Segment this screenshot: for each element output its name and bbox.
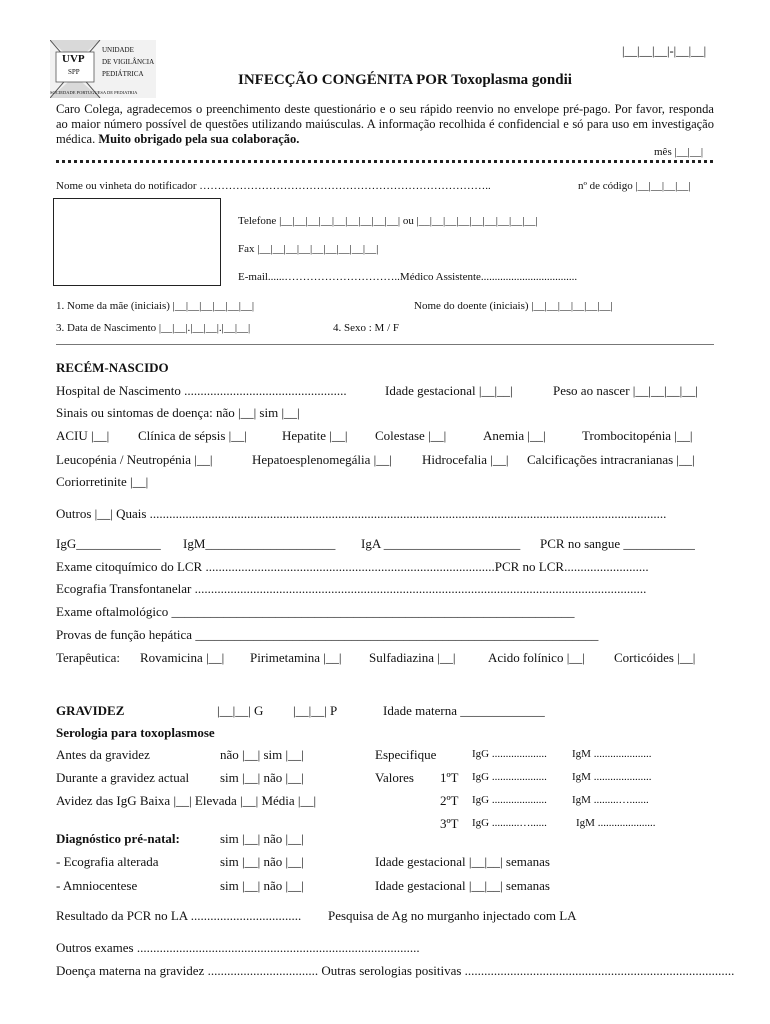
sign-chorioretinitis[interactable]: Coriorretinite |__| — [56, 474, 149, 489]
therapy-rovamycin[interactable]: Rovamicina |__| — [140, 650, 225, 665]
sign-sepsis[interactable]: Clínica de sépsis |__| — [138, 428, 247, 443]
gestational-age[interactable]: Idade gestacional |__|__| — [385, 383, 513, 398]
eye-exam-field[interactable]: Exame oftalmológico ______________________________________________________________ — [56, 604, 575, 619]
igg-field[interactable]: IgG_____________ — [56, 536, 161, 551]
before-pregnancy-options[interactable]: não |__| sim |__| — [220, 747, 304, 762]
igm-t1[interactable]: IgM ..................... — [572, 771, 652, 783]
specify-label: Especifique — [375, 747, 437, 762]
sign-cholestasis[interactable]: Colestase |__| — [375, 428, 447, 443]
igm-t2[interactable]: IgM .........…....... — [572, 794, 649, 806]
igm-specify[interactable]: IgM ..................... — [572, 748, 652, 760]
page-title: INFECÇÃO CONGÉNITA POR Toxoplasma gondii — [238, 72, 572, 88]
birth-weight[interactable]: Peso ao nascer |__|__|__|__| — [553, 383, 698, 398]
gravida-field[interactable]: |__|__| G — [217, 703, 264, 718]
notifier-code[interactable]: nº de código |__|__|__|__| — [578, 180, 691, 192]
code-field[interactable]: |__|__|__|-|__|__| — [622, 44, 707, 58]
intro-body: Caro Colega, agradecemos o preenchimento deste questionário e o seu rápido reenvio no envelope pré-pago. Por favor, responda ao maior número possível de questões utilizando maiúsculas. A informação recolhida é confidencial e só para uso em investigação médica. — [56, 102, 714, 146]
therapy-corticoids[interactable]: Corticóides |__| — [614, 650, 696, 665]
pcr-la-field[interactable]: Resultado da PCR no LA .................................. — [56, 908, 302, 923]
amniocentesis-options[interactable]: sim |__| não |__| — [220, 878, 304, 893]
igg-t1[interactable]: IgG .................... — [472, 771, 547, 783]
liver-tests-field[interactable]: Provas de função hepática ______________________________________________________________ — [56, 627, 599, 642]
disease-signs[interactable]: Sinais ou sintomas de doença: não |__| sim |__| — [56, 405, 300, 420]
month-field[interactable]: mês |__|__| — [654, 146, 704, 158]
during-pregnancy-label: Durante a gravidez actual — [56, 770, 190, 785]
sign-calcifications[interactable]: Calcificações intracranianas |__| — [527, 452, 695, 467]
notifier-stamp-box[interactable] — [53, 198, 221, 286]
other-exams-field[interactable]: Outros exames ....................................................................................... — [56, 940, 420, 955]
mother-initials[interactable]: 1. Nome da mãe (iniciais) |__|__|__|__|__|__| — [56, 300, 255, 312]
lcr-field[interactable]: Exame citoquímico do LCR .........................................................................................PCR no LCR.......................... — [56, 559, 649, 574]
sign-hydrocephalus[interactable]: Hidrocefalia |__| — [422, 452, 509, 467]
notifier-name[interactable]: Nome ou vinheta do notificador …………………………………………………………………….. — [56, 180, 491, 192]
igg-t2[interactable]: IgG .................... — [472, 794, 547, 806]
avidity-options[interactable]: Avidez das IgG Baixa |__| Elevada |__| Média |__| — [56, 793, 317, 808]
logo-name-2: DE VIGILÂNCIA — [102, 58, 155, 66]
during-pregnancy-options[interactable]: sim |__| não |__| — [220, 770, 304, 785]
section-divider — [56, 344, 714, 345]
igm-field[interactable]: IgM____________________ — [183, 536, 336, 551]
ultrasound-altered-label: - Ecografia alterada — [56, 854, 159, 869]
trimester-1-label: 1ºT — [440, 770, 459, 785]
therapy-pyrimethamine[interactable]: Pirimetamina |__| — [250, 650, 342, 665]
trimester-3-label: 3ºT — [440, 816, 459, 831]
phone-field[interactable]: Telefone |__|__|__|__|__|__|__|__|__| ou |__|__|__|__|__|__|__|__|__| — [238, 215, 538, 227]
pcr-blood-field[interactable]: PCR no sangue ___________ — [540, 536, 695, 551]
sign-thrombocytopenia[interactable]: Trombocitopénia |__| — [582, 428, 693, 443]
other-signs[interactable]: Outros |__| Quais ............................................................................................................................................................... — [56, 506, 667, 521]
therapy-sulfadiazine[interactable]: Sulfadiazina |__| — [369, 650, 456, 665]
sign-hepatosplenomegaly[interactable]: Hepatoesplenomegália |__| — [252, 452, 392, 467]
birth-hospital[interactable]: Hospital de Nascimento .................................................. — [56, 383, 347, 398]
dotted-divider — [56, 160, 713, 163]
logo-sub: SPP — [68, 68, 80, 76]
igg-specify[interactable]: IgG .................... — [472, 748, 547, 760]
mouse-ag-label: Pesquisa de Ag no murganho injectado com LA — [328, 908, 577, 923]
email-field[interactable]: E-mail......…………………………..Médico Assistente................................... — [238, 271, 578, 283]
sign-aciu[interactable]: ACIU |__| — [56, 428, 110, 443]
values-label: Valores — [375, 770, 414, 785]
logo-name-3: PEDIÁTRICA — [102, 70, 144, 78]
sex-field[interactable]: 4. Sexo : M / F — [333, 322, 400, 334]
sign-leukopenia[interactable]: Leucopénia / Neutropénia |__| — [56, 452, 213, 467]
igg-t3[interactable]: IgG ..........…...... — [472, 817, 547, 829]
ultrasound-gest-age[interactable]: Idade gestacional |__|__| semanas — [375, 854, 550, 869]
intro-text — [56, 102, 714, 147]
serology-heading: Serologia para toxoplasmose — [56, 725, 215, 740]
logo-letters: UVP — [62, 53, 85, 65]
ultrasound-field[interactable]: Ecografia Transfontanelar ........................................................................................................................................... — [56, 581, 647, 596]
trimester-2-label: 2ºT — [440, 793, 459, 808]
newborn-heading: RECÉM-NASCIDO — [56, 360, 169, 375]
therapy-folinic-acid[interactable]: Acido folínico |__| — [488, 650, 585, 665]
intro-thanks: Muito obrigado pela sua colaboração. — [98, 132, 300, 146]
igm-t3[interactable]: IgM ..................... — [576, 817, 656, 829]
prenatal-dx-options[interactable]: sim |__| não |__| — [220, 831, 304, 846]
prenatal-dx-label: Diagnóstico pré-natal: — [56, 831, 180, 846]
ultrasound-altered-options[interactable]: sim |__| não |__| — [220, 854, 304, 869]
para-field[interactable]: |__|__| P — [293, 703, 338, 718]
fax-field[interactable]: Fax |__|__|__|__|__|__|__|__|__| — [238, 243, 379, 255]
logo-name-1: UNIDADE — [102, 46, 134, 54]
therapy-label: Terapêutica: — [56, 650, 121, 665]
amniocentesis-label: - Amniocentese — [56, 878, 138, 893]
pregnancy-heading: GRAVIDEZ — [56, 703, 125, 718]
birth-date[interactable]: 3. Data de Nascimento |__|__|.|__|__|.|__|__| — [56, 322, 251, 334]
patient-initials[interactable]: Nome do doente (iniciais) |__|__|__|__|__|__| — [414, 300, 613, 312]
amniocentesis-gest-age[interactable]: Idade gestacional |__|__| semanas — [375, 878, 550, 893]
logo-footer: SOCIEDADE PORTUGUESA DE PEDIATRIA — [50, 90, 138, 95]
maternal-disease-field[interactable]: Doença materna na gravidez .................................. Outras serologias positivas ................................................................................... — [56, 963, 735, 978]
before-pregnancy-label: Antes da gravidez — [56, 747, 150, 762]
uvp-logo — [50, 40, 156, 98]
maternal-age-field[interactable]: Idade materna _____________ — [383, 703, 545, 718]
sign-anemia[interactable]: Anemia |__| — [483, 428, 546, 443]
sign-hepatitis[interactable]: Hepatite |__| — [282, 428, 348, 443]
iga-field[interactable]: IgA _____________________ — [361, 536, 521, 551]
